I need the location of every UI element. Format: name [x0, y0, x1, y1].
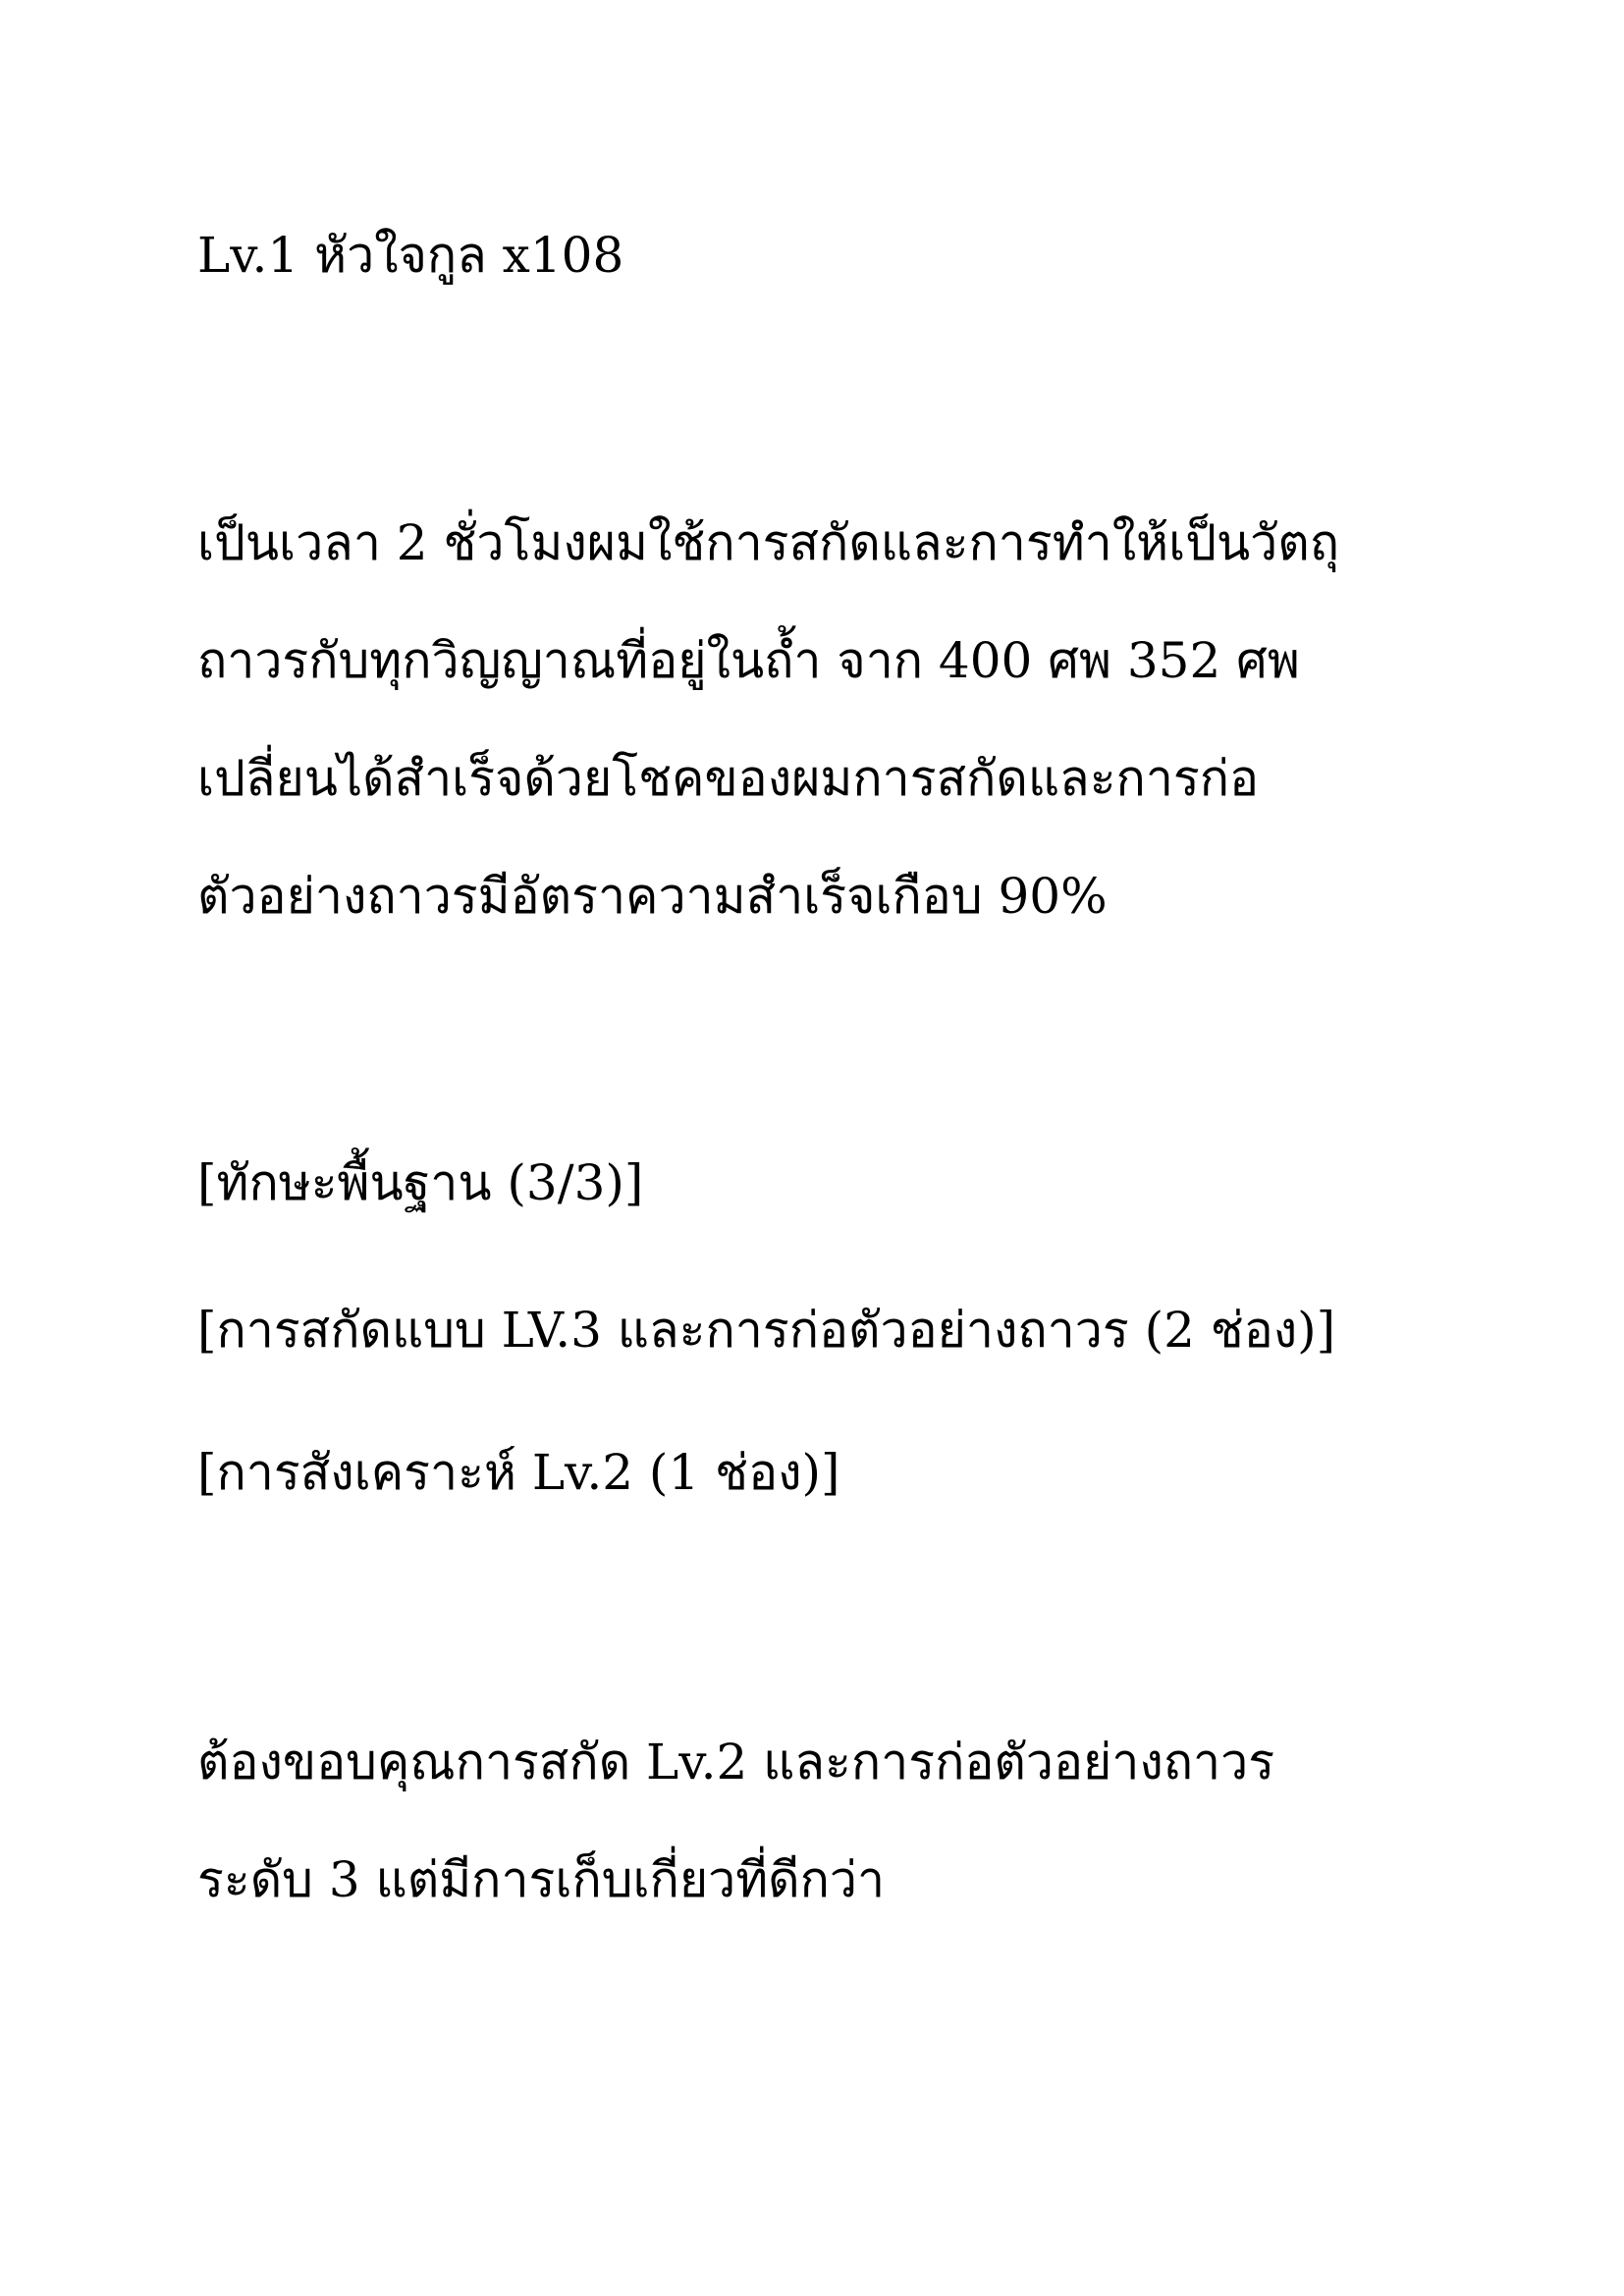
skill-line-extraction: [การสกัดแบบ LV.3 และการก่อตัวอย่างถาวร (2 ช่อง)]	[197, 1302, 1336, 1359]
skill-line-basic: [ทักษะพื้นฐาน (3/3)]	[197, 1154, 644, 1211]
paragraph-1-line-4: ตัวอย่างถาวรมีอัตราความสำเร็จเกือบ 90%	[197, 868, 1108, 925]
paragraph-1-line-2: ถาวรกับทุกวิญญาณที่อยู่ในถ้ำ จาก 400 ศพ 352 ศพ	[197, 632, 1300, 689]
paragraph-1-line-3: เปลี่ยนได้สำเร็จด้วยโชคของผมการสกัดและการก่อ	[197, 750, 1260, 807]
paragraph-2-line-2: ระดับ 3 แต่มีการเก็บเกี่ยวที่ดีกว่า	[197, 1851, 886, 1908]
paragraph-2-line-1: ต้องขอบคุณการสกัด Lv.2 และการก่อตัวอย่างถาวร	[197, 1734, 1275, 1790]
page-heading: Lv.1 หัวใจกูล x108	[197, 227, 624, 284]
skill-line-synthesis: [การสังเคราะห์ Lv.2 (1 ช่อง)]	[197, 1444, 840, 1501]
paragraph-1-line-1: เป็นเวลา 2 ชั่วโมงผมใช้การสกัดและการทำให้เป็นวัตถุ	[197, 514, 1339, 571]
